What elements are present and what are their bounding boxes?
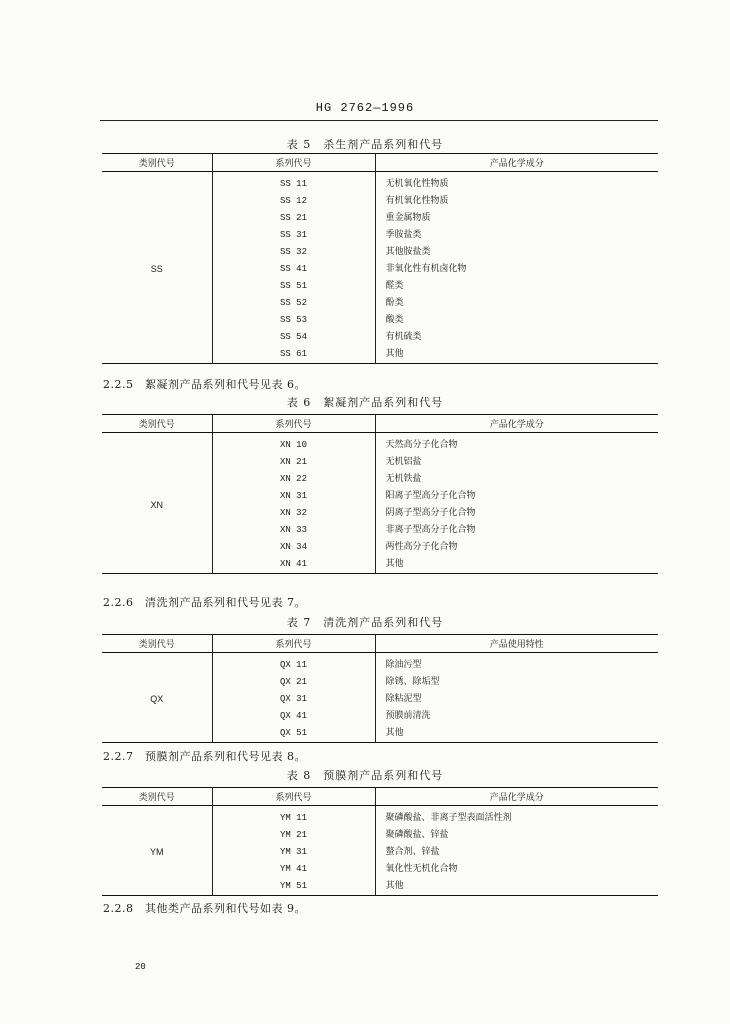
- section-2-2-5: 2.2.5 絮凝剂产品系列和代号见表 6。: [103, 378, 306, 391]
- series-code-cell: SS 31: [212, 227, 375, 244]
- description-cell: 无机铝盐: [375, 454, 658, 471]
- table-header-row: [102, 635, 658, 653]
- series-code-cell: SS 51: [212, 278, 375, 295]
- series-code-cell: QX 31: [212, 691, 375, 708]
- series-code-cell: YM 41: [212, 861, 375, 878]
- description-cell: 其他胺盐类: [375, 244, 658, 261]
- description-cell: 其他: [375, 878, 658, 896]
- description-cell: 醛类: [375, 278, 658, 295]
- description-cell: 酚类: [375, 295, 658, 312]
- series-code-cell: XN 31: [212, 488, 375, 505]
- description-cell: 非氧化性有机卤化物: [375, 261, 658, 278]
- series-code-cell: SS 41: [212, 261, 375, 278]
- table-header-row: [102, 788, 658, 806]
- table-row: [102, 172, 658, 194]
- table-8-caption: 表 8 预膜剂产品系列和代号: [286, 769, 444, 782]
- description-cell: 聚磷酸盐、锌盐: [375, 827, 658, 844]
- column-header: 产品化学成分: [375, 415, 658, 433]
- description-cell: 两性高分子化合物: [375, 539, 658, 556]
- category-code-cell: SS: [150, 264, 163, 274]
- series-code-cell: XN 41: [212, 556, 375, 574]
- table-row: [102, 653, 658, 675]
- description-cell: 天然高分子化合物: [375, 433, 658, 455]
- series-code-cell: SS 12: [212, 193, 375, 210]
- series-code-cell: SS 54: [212, 329, 375, 346]
- series-code-cell: SS 32: [212, 244, 375, 261]
- series-code-cell: SS 53: [212, 312, 375, 329]
- series-code-cell: XN 22: [212, 471, 375, 488]
- table-7: [102, 634, 658, 743]
- description-cell: 非离子型高分子化合物: [375, 522, 658, 539]
- column-header: 系列代号: [212, 415, 375, 433]
- table-8: [102, 787, 658, 896]
- column-header: 系列代号: [212, 635, 375, 653]
- table-5: [102, 153, 658, 364]
- series-code-cell: QX 21: [212, 674, 375, 691]
- series-code-cell: YM 11: [212, 806, 375, 828]
- column-header: 产品使用特性: [375, 635, 658, 653]
- column-header: 类别代号: [102, 154, 212, 172]
- description-cell: 聚磷酸盐、非离子型表面活性剂: [375, 806, 658, 828]
- series-code-cell: XN 21: [212, 454, 375, 471]
- table-6-caption: 表 6 絮凝剂产品系列和代号: [286, 396, 444, 409]
- description-cell: 其他: [375, 725, 658, 743]
- description-cell: 无机氧化性物质: [375, 172, 658, 194]
- page-number: 20: [135, 962, 146, 972]
- series-code-cell: QX 41: [212, 708, 375, 725]
- series-code-cell: XN 10: [212, 433, 375, 455]
- description-cell: 除油污型: [375, 653, 658, 675]
- table-6: [102, 414, 658, 574]
- table-5-caption: 表 5 杀生剂产品系列和代号: [286, 138, 444, 151]
- description-cell: 阴离子型高分子化合物: [375, 505, 658, 522]
- description-cell: 重金属物质: [375, 210, 658, 227]
- description-cell: 酸类: [375, 312, 658, 329]
- series-code-cell: YM 31: [212, 844, 375, 861]
- series-code-cell: SS 21: [212, 210, 375, 227]
- series-code-cell: YM 21: [212, 827, 375, 844]
- section-2-2-6: 2.2.6 清洗剂产品系列和代号见表 7。: [103, 596, 306, 609]
- series-code-cell: XN 32: [212, 505, 375, 522]
- description-cell: 其他: [375, 556, 658, 574]
- header-rule: [100, 120, 658, 121]
- series-code-cell: SS 11: [212, 172, 375, 194]
- description-cell: 无机铁盐: [375, 471, 658, 488]
- category-code-cell: XN: [150, 499, 163, 510]
- column-header: 类别代号: [102, 788, 212, 806]
- standard-number-header: HG 2762—1996: [315, 101, 415, 115]
- series-code-cell: QX 51: [212, 725, 375, 743]
- description-cell: 氧化性无机化合物: [375, 861, 658, 878]
- description-cell: 除粘泥型: [375, 691, 658, 708]
- table-header-row: [102, 415, 658, 433]
- column-header: 产品化学成分: [375, 788, 658, 806]
- description-cell: 季胺盐类: [375, 227, 658, 244]
- column-header: 系列代号: [212, 788, 375, 806]
- column-header: 系列代号: [212, 154, 375, 172]
- description-cell: 有机氧化性物质: [375, 193, 658, 210]
- series-code-cell: QX 11: [212, 653, 375, 675]
- description-cell: 其他: [375, 346, 658, 364]
- description-cell: 预膜前清洗: [375, 708, 658, 725]
- category-code-cell: YM: [150, 847, 164, 857]
- column-header: 类别代号: [102, 415, 212, 433]
- series-code-cell: SS 61: [212, 346, 375, 364]
- section-2-2-8: 2.2.8 其他类产品系列和代号如表 9。: [103, 902, 306, 915]
- description-cell: 除锈、除垢型: [375, 674, 658, 691]
- description-cell: 阳离子型高分子化合物: [375, 488, 658, 505]
- section-2-2-7: 2.2.7 预膜剂产品系列和代号见表 8。: [103, 750, 306, 763]
- description-cell: 螯合剂、锌盐: [375, 844, 658, 861]
- series-code-cell: XN 34: [212, 539, 375, 556]
- series-code-cell: YM 51: [212, 878, 375, 896]
- table-7-caption: 表 7 清洗剂产品系列和代号: [286, 616, 444, 629]
- series-code-cell: XN 33: [212, 522, 375, 539]
- column-header: 产品化学成分: [375, 154, 658, 172]
- category-code-cell: QX: [150, 694, 164, 704]
- column-header: 类别代号: [102, 635, 212, 653]
- table-row: [102, 806, 658, 828]
- table-header-row: [102, 154, 658, 172]
- table-row: [102, 433, 658, 455]
- description-cell: 有机硫类: [375, 329, 658, 346]
- series-code-cell: SS 52: [212, 295, 375, 312]
